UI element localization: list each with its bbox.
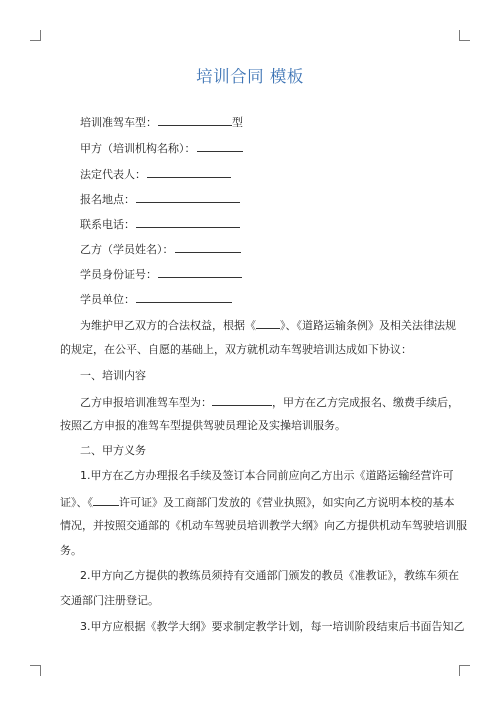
field-student-id-number bbox=[80, 266, 242, 282]
fill-in-blank[interactable] bbox=[158, 266, 242, 278]
field-label: 学员身份证号： bbox=[80, 268, 157, 281]
fill-in-blank[interactable] bbox=[256, 317, 280, 329]
preamble-line bbox=[80, 317, 456, 333]
document-title: 培训合同 模板 bbox=[196, 67, 304, 86]
field-label: 联系电话： bbox=[80, 218, 135, 231]
fill-in-blank[interactable] bbox=[136, 191, 240, 203]
field-registration-address bbox=[80, 191, 240, 207]
section-line bbox=[80, 394, 459, 410]
section-heading: 二、甲方义务 bbox=[80, 444, 146, 457]
clause-line: 3.甲方应根据《教学大纲》要求制定教学计划，每一培训阶段结束后书面告知乙 bbox=[80, 620, 465, 633]
field-label: 法定代表人： bbox=[80, 168, 146, 181]
page-corner-mark bbox=[459, 665, 470, 676]
field-license-type bbox=[80, 114, 243, 130]
clause-line: 情况，并按照交通部的《机动车驾驶员培训教学大纲》向乙方提供机动车驾驶培训服 bbox=[60, 519, 467, 532]
clause-line: 交通部门注册登记。 bbox=[60, 594, 159, 607]
field-label: 乙方（学员姓名）： bbox=[80, 243, 174, 256]
field-party-b-name bbox=[80, 241, 241, 257]
preamble-line: 的规定，在公平、自愿的基础上，双方就机动车驾驶培训达成如下协议： bbox=[60, 343, 412, 356]
clause-line: 1.甲方在乙方办理报名手续及签订本合同前应向乙方出示《道路运输经营许可 bbox=[80, 469, 454, 482]
clause-line: 2.甲方向乙方提供的教练员须持有交通部门颁发的教员《准教证》，教练车须在 bbox=[80, 569, 459, 582]
page-corner-mark bbox=[459, 30, 470, 41]
field-label: 学员单位： bbox=[80, 293, 135, 306]
fill-in-blank[interactable] bbox=[175, 241, 241, 253]
preamble-text: 为维护甲乙双方的合法权益，根据《 bbox=[80, 319, 256, 332]
clause-line bbox=[60, 494, 455, 510]
section-text: ，甲方在乙方完成报名、缴费手续后， bbox=[272, 396, 459, 409]
field-label: 报名地点： bbox=[80, 193, 135, 206]
fill-in-blank[interactable] bbox=[197, 140, 243, 152]
field-suffix: 型 bbox=[232, 116, 243, 129]
page-corner-mark bbox=[30, 665, 41, 676]
clause-text: 证》、《 bbox=[60, 496, 93, 509]
section-line: 按照乙方申报的准驾车型提供驾驶员理论及实操培训服务。 bbox=[60, 419, 346, 432]
page-corner-mark bbox=[30, 30, 41, 41]
fill-in-blank[interactable] bbox=[136, 216, 240, 228]
field-party-a-name bbox=[80, 140, 243, 156]
clause-line: 务。 bbox=[60, 544, 82, 557]
field-label: 甲方（培训机构名称）： bbox=[80, 142, 196, 155]
section-heading: 一、培训内容 bbox=[80, 369, 146, 382]
field-student-employer bbox=[80, 291, 232, 307]
clause-text: 许可证》及工商部门发放的《营业执照》，如实向乙方说明本校的基本 bbox=[119, 496, 455, 509]
fill-in-blank[interactable] bbox=[93, 494, 119, 506]
field-label: 培训准驾车型： bbox=[80, 116, 157, 129]
fill-in-blank[interactable] bbox=[136, 291, 232, 303]
fill-in-blank[interactable] bbox=[147, 166, 231, 178]
field-phone bbox=[80, 216, 240, 232]
section-text: 乙方申报培训准驾车型为： bbox=[80, 396, 212, 409]
fill-in-blank[interactable] bbox=[212, 394, 272, 406]
fill-in-blank[interactable] bbox=[158, 114, 232, 126]
field-legal-representative bbox=[80, 166, 231, 182]
preamble-text: 》、《道路运输条例》及相关法律法规 bbox=[280, 319, 456, 332]
